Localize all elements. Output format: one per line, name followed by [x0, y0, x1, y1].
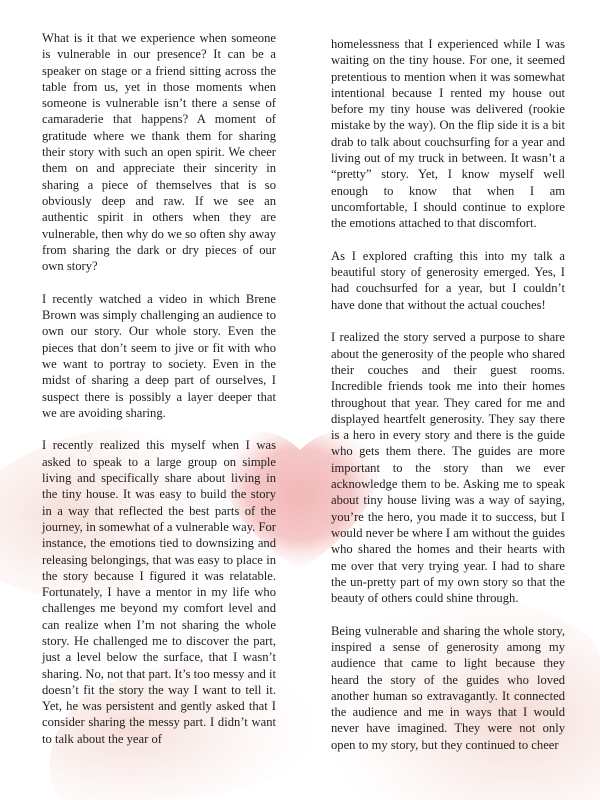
paragraph: As I explored crafting this into my talk a beautiful story of generosity emerged. Yes, I had couchsurfed for a year, but I couldn’t have done that without the actual couches!: [331, 248, 565, 312]
paragraph: Being vulnerable and sharing the whole story, inspired a sense of generosity among my audience that came to light because they heard the story of the guides who loved another human so extravagantly. It connected the audience and me in ways that I would never have imagined. They were not only open to my story, but they continued to cheer: [331, 623, 565, 752]
right-column: [331, 36, 565, 769]
left-column: [42, 30, 276, 763]
paragraph: I recently realized this myself when I was asked to speak to a large group on simple living and specifically share about living in the tiny house. It was easy to build the story in a way that reflected the best parts of the journey, in somewhat of a vulnerable way. For instance, the emotions tied to downsizing and releasing belongings, that was easy to place in the story because I figured it was relatable. Fortunately, I have a mentor in my life who challenges me beyond my comfort level and can realize when I’m not sharing the whole story. He challenged me to discover the part, just a level below the surface, that I wasn’t sharing. No, not that part. It’s too messy and it doesn’t fit the story the way I want to tell it. Yet, he was persistent and gently asked that I consider sharing the messy part. I didn’t want to talk about the year of: [42, 438, 276, 746]
paragraph: I recently watched a video in which Brene Brown was simply challenging an audience to own our story. Our whole story. Even the pieces that don’t seem to jive or fit with who we want to portray to society. Even in the midst of sharing a deep part of ourselves, I suspect there is possibly a layer deeper that we are avoiding sharing.: [42, 291, 276, 420]
paragraph: I realized the story served a purpose to share about the generosity of the people who shared their couches and their guest rooms. Incredible friends took me into their homes throughout that year. They cared for me and displayed heartfelt generosity. They say there is a hero in every story and there is the guide who gets them there. The guides are more important to the story than we ever acknowledge them to be. Asking me to speak about tiny house living was a way of saying, you’re the hero, you made it to success, but I would never be where I am without the guides who shared the homes and their hearts with me over that very trying year. I had to share the un-pretty part of my own story so that the beauty of others could shine through.: [331, 330, 565, 606]
paragraph: homelessness that I experienced while I was waiting on the tiny house. For one, it seemed pretentious to mention when it was somewhat intentional because I rented my house out before my tiny house was delivered (rookie mistake by the way). On the flip side it is a bit drab to talk about couchsurfing for a year and living out of my truck in between. It wasn’t a “pretty” story. Yet, I know myself well enough to know that when I am uncomfortable, I should continue to explore the emotions attached to that discomfort.: [331, 37, 565, 231]
paragraph: What is it that we experience when someone is vulnerable in our presence? It can be a speaker on stage or a friend sitting across the table from us, yet in those moments when someone is vulnerable isn’t there a sense of camaraderie that happens? A moment of gratitude where we thank them for sharing their story with such an open spirit. We cheer them on and appreciate their sincerity in sharing a piece of themselves that is so obviously deep and raw. If we see an authentic spirit in others when they are vulnerable, then why do we so often shy away from sharing the dark or dry pieces of our own story?: [42, 31, 276, 274]
